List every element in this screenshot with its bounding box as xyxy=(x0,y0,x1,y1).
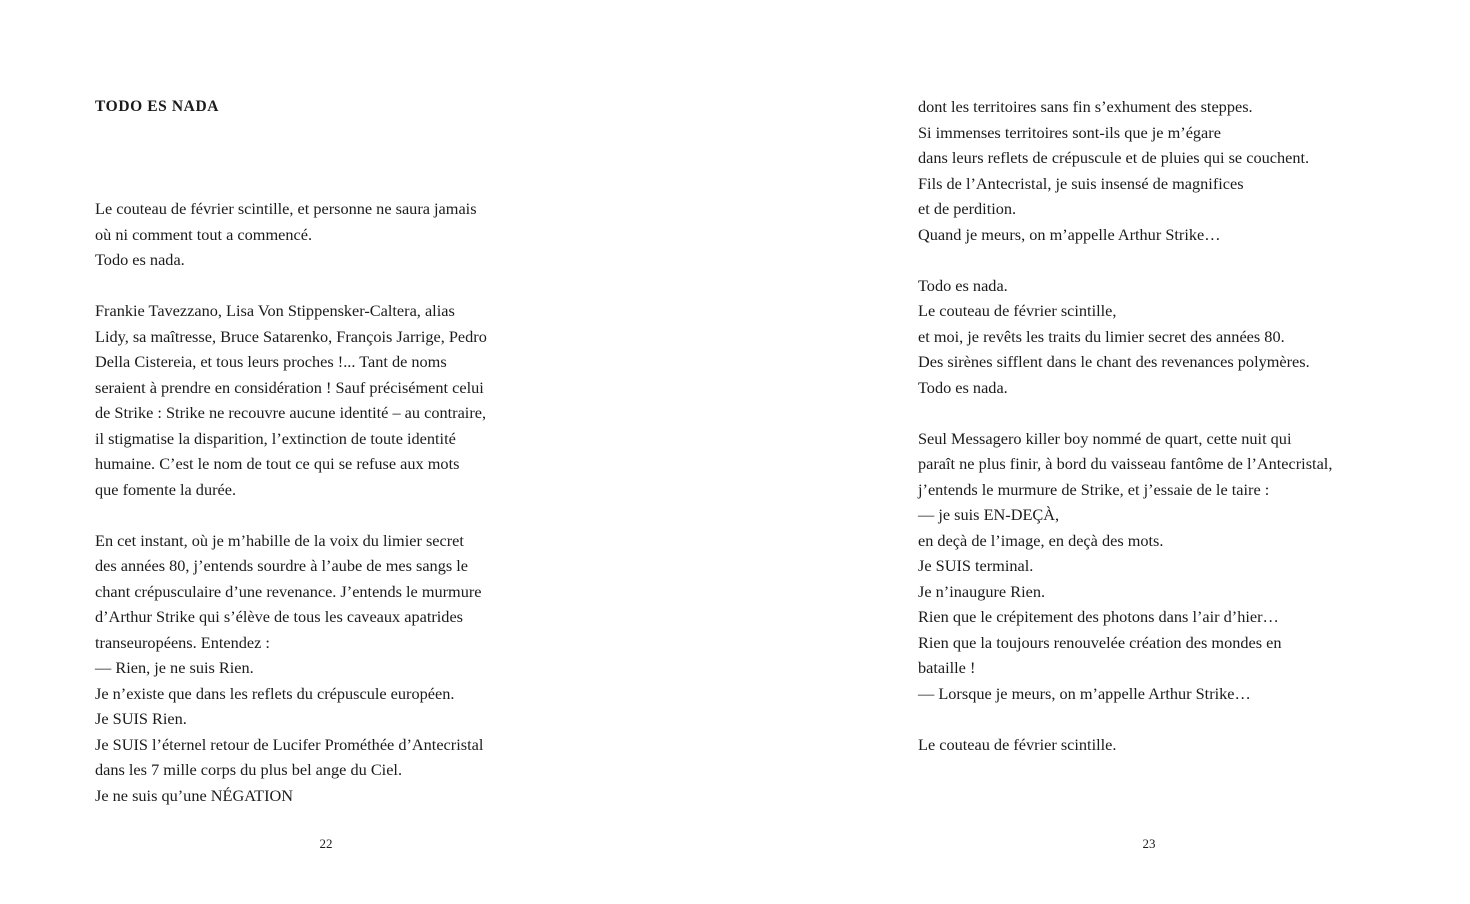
text-line: en deçà de l’image, en deçà des mots. xyxy=(918,530,1164,550)
right-page-text xyxy=(918,94,1380,757)
text-line: de Strike : Strike ne recouvre aucune identité – au contraire, xyxy=(95,403,487,422)
text-line: Seul Messagero killer boy nommé de quart, cette nuit qui xyxy=(918,428,1292,448)
text-line: — Lorsque je meurs, on m’appelle Arthur Strike… xyxy=(918,683,1251,703)
text-line: Le couteau de février scintille, xyxy=(918,301,1117,320)
text-line: Todo es nada. xyxy=(918,377,1008,397)
page-number-left: 22 xyxy=(319,836,333,851)
text-line: Je SUIS terminal. xyxy=(918,556,1034,575)
text-line: dans leurs reflets de crépuscule et de pluies qui se couchent. xyxy=(918,148,1310,167)
text-line: Je ne suis qu’une NÉGATION xyxy=(95,785,294,805)
text-line xyxy=(95,273,557,299)
text-line: Des sirènes sifflent dans le chant des revenances polymères. xyxy=(918,352,1310,371)
text-line: des années 80, j’entends sourdre à l’aube de mes sangs le xyxy=(95,556,468,575)
page-title: TODO ES NADA xyxy=(95,98,220,115)
text-line: Todo es nada. xyxy=(918,275,1008,295)
text-line: d’Arthur Strike qui s’élève de tous les caveaux apatrides xyxy=(95,607,464,626)
text-line: et moi, je revêts les traits du limier secret des années 80. xyxy=(918,326,1285,346)
page-left xyxy=(95,0,557,904)
text-line: dans les 7 mille corps du plus bel ange du Ciel. xyxy=(95,760,403,779)
left-page-text xyxy=(95,196,557,808)
text-line: Todo es nada. xyxy=(95,250,185,269)
text-line: chant crépusculaire d’une revenance. J’entends le murmure xyxy=(95,581,482,601)
text-line: Le couteau de février scintille, et personne ne saura jamais xyxy=(95,199,477,218)
text-line: et de perdition. xyxy=(918,199,1017,218)
text-line: Della Cistereia, et tous leurs proches !... Tant de noms xyxy=(95,352,447,371)
text-line xyxy=(918,247,1380,273)
text-line: En cet instant, où je m’habille de la voix du limier secret xyxy=(95,530,464,550)
text-line: paraît ne plus finir, à bord du vaisseau fantôme de l’Antecristal, xyxy=(918,454,1333,473)
text-line: Frankie Tavezzano, Lisa Von Stippensker-Caltera, alias xyxy=(95,301,455,320)
text-line: Lidy, sa maîtresse, Bruce Satarenko, François Jarrige, Pedro xyxy=(95,326,487,346)
text-line: — je suis EN-DEÇÀ, xyxy=(918,505,1060,524)
text-line: bataille ! xyxy=(918,658,976,677)
text-line: transeuropéens. Entendez : xyxy=(95,632,270,652)
text-line: Je n’existe que dans les reflets du crépuscule européen. xyxy=(95,683,455,703)
text-line: humaine. C’est le nom de tout ce qui se refuse aux mots xyxy=(95,454,460,473)
text-line: dont les territoires sans fin s’exhument des steppes. xyxy=(918,97,1253,116)
text-line: que fomente la durée. xyxy=(95,479,237,499)
text-line: il stigmatise la disparition, l’extinction de toute identité xyxy=(95,428,456,448)
page-number-right: 23 xyxy=(1142,836,1156,851)
page-right xyxy=(918,0,1380,904)
text-line: Le couteau de février scintille. xyxy=(918,734,1117,754)
text-line: seraient à prendre en considération ! Sauf précisément celui xyxy=(95,377,484,397)
text-line: Si immenses territoires sont-ils que je m’égare xyxy=(918,122,1221,142)
text-line: Je SUIS Rien. xyxy=(95,709,187,728)
text-line xyxy=(95,502,557,528)
text-line: — Rien, je ne suis Rien. xyxy=(95,658,254,677)
text-line: j’entends le murmure de Strike, et j’essaie de le taire : xyxy=(918,479,1270,499)
text-line: Je n’inaugure Rien. xyxy=(918,581,1046,601)
text-line: Rien que le crépitement des photons dans l’air d’hier… xyxy=(918,607,1279,626)
text-line: Quand je meurs, on m’appelle Arthur Strike… xyxy=(918,224,1221,244)
text-line: où ni comment tout a commencé. xyxy=(95,224,313,244)
text-line: Fils de l’Antecristal, je suis insensé de magnifices xyxy=(918,173,1244,193)
text-line: Je SUIS l’éternel retour de Lucifer Prométhée d’Antecristal xyxy=(95,734,484,754)
text-line xyxy=(918,706,1380,732)
text-line xyxy=(918,400,1380,426)
text-line: Rien que la toujours renouvelée création des mondes en xyxy=(918,632,1282,652)
